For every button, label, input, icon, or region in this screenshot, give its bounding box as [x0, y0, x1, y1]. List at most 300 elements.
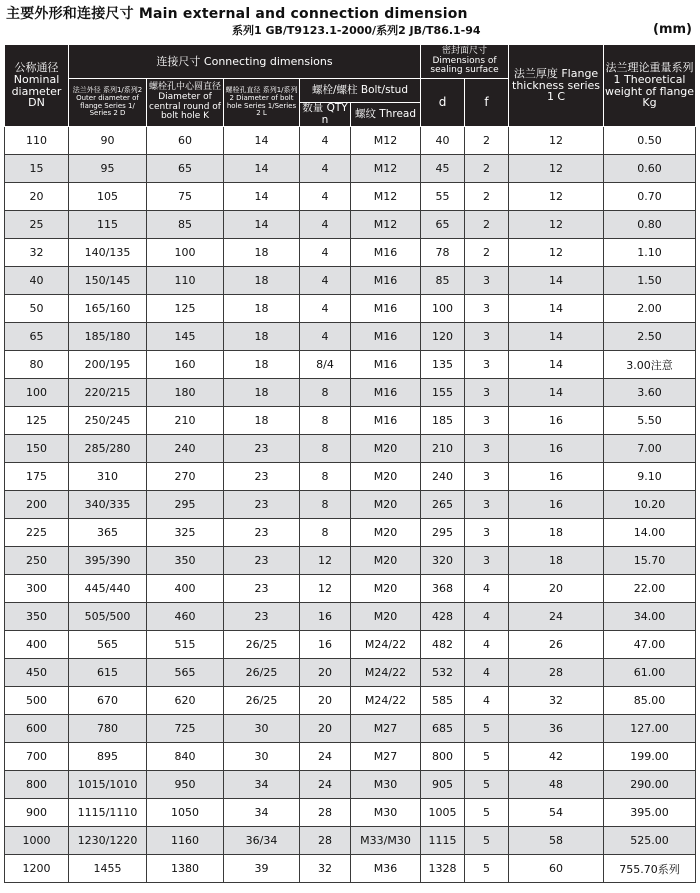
cell-bolt-hole: 23 [224, 491, 300, 519]
cell-thread: M20 [351, 547, 421, 575]
cell-qty: 8 [300, 435, 351, 463]
cell-d: 685 [421, 715, 465, 743]
cell-bolt-hole: 30 [224, 743, 300, 771]
table-row [5, 631, 696, 659]
cell-bolt-circle: 400 [147, 575, 224, 603]
table-row [5, 743, 696, 771]
header-bolt-stud: 螺栓/螺柱 Bolt/stud [300, 79, 421, 103]
cell-dn: 450 [5, 659, 69, 687]
cell-qty: 8 [300, 379, 351, 407]
cell-bolt-circle: 100 [147, 239, 224, 267]
cell-thickness: 12 [509, 183, 604, 211]
cell-thread: M30 [351, 799, 421, 827]
cell-outer-diameter: 895 [69, 743, 147, 771]
cell-thickness: 12 [509, 127, 604, 155]
cell-bolt-hole: 23 [224, 547, 300, 575]
cell-outer-diameter: 220/215 [69, 379, 147, 407]
cell-bolt-circle: 515 [147, 631, 224, 659]
cell-thread: M27 [351, 715, 421, 743]
cell-qty: 8/4 [300, 351, 351, 379]
cell-dn: 150 [5, 435, 69, 463]
cell-thickness: 14 [509, 323, 604, 351]
cell-qty: 4 [300, 267, 351, 295]
cell-dn: 350 [5, 603, 69, 631]
cell-thickness: 60 [509, 855, 604, 883]
cell-outer-diameter: 105 [69, 183, 147, 211]
cell-bolt-circle: 160 [147, 351, 224, 379]
cell-thread: M20 [351, 463, 421, 491]
cell-weight: 395.00 [604, 799, 696, 827]
cell-bolt-hole: 23 [224, 435, 300, 463]
cell-bolt-circle: 325 [147, 519, 224, 547]
cell-bolt-hole: 14 [224, 155, 300, 183]
cell-bolt-hole: 36/34 [224, 827, 300, 855]
cell-outer-diameter: 445/440 [69, 575, 147, 603]
cell-bolt-circle: 60 [147, 127, 224, 155]
cell-outer-diameter: 565 [69, 631, 147, 659]
table-row [5, 351, 696, 379]
cell-thread: M16 [351, 407, 421, 435]
header-weight: 法兰理论重量系列1 Theoretical weight of flange Kg [604, 45, 696, 127]
cell-bolt-circle: 295 [147, 491, 224, 519]
cell-outer-diameter: 340/335 [69, 491, 147, 519]
cell-thickness: 14 [509, 295, 604, 323]
cell-f: 2 [465, 155, 509, 183]
cell-thread: M24/22 [351, 687, 421, 715]
cell-bolt-hole: 18 [224, 295, 300, 323]
cell-dn: 500 [5, 687, 69, 715]
cell-d: 65 [421, 211, 465, 239]
cell-thread: M20 [351, 603, 421, 631]
cell-weight: 61.00 [604, 659, 696, 687]
cell-bolt-hole: 23 [224, 519, 300, 547]
cell-thickness: 12 [509, 155, 604, 183]
cell-thread: M16 [351, 239, 421, 267]
cell-qty: 24 [300, 771, 351, 799]
cell-f: 5 [465, 855, 509, 883]
cell-dn: 110 [5, 127, 69, 155]
cell-f: 3 [465, 407, 509, 435]
cell-bolt-hole: 34 [224, 799, 300, 827]
cell-d: 482 [421, 631, 465, 659]
cell-f: 3 [465, 323, 509, 351]
cell-weight: 0.60 [604, 155, 696, 183]
cell-qty: 20 [300, 659, 351, 687]
cell-f: 2 [465, 127, 509, 155]
cell-weight: 3.60 [604, 379, 696, 407]
cell-weight: 5.50 [604, 407, 696, 435]
cell-f: 3 [465, 547, 509, 575]
cell-thread: M20 [351, 491, 421, 519]
table-body [5, 127, 696, 883]
cell-dn: 65 [5, 323, 69, 351]
cell-qty: 4 [300, 183, 351, 211]
table-row [5, 771, 696, 799]
cell-dn: 700 [5, 743, 69, 771]
cell-outer-diameter: 670 [69, 687, 147, 715]
cell-dn: 800 [5, 771, 69, 799]
header-bolt-circle: 螺栓孔中心圆直径 Diameter of central round of bolt hole K [147, 79, 224, 127]
cell-outer-diameter: 1230/1220 [69, 827, 147, 855]
cell-outer-diameter: 395/390 [69, 547, 147, 575]
cell-dn: 32 [5, 239, 69, 267]
header-thread: 螺纹 Thread [351, 103, 421, 127]
cell-dn: 400 [5, 631, 69, 659]
table-row [5, 407, 696, 435]
cell-d: 905 [421, 771, 465, 799]
cell-thickness: 28 [509, 659, 604, 687]
cell-f: 2 [465, 183, 509, 211]
table-row [5, 855, 696, 883]
cell-bolt-hole: 26/25 [224, 687, 300, 715]
cell-d: 585 [421, 687, 465, 715]
cell-thickness: 16 [509, 463, 604, 491]
cell-thread: M20 [351, 575, 421, 603]
cell-bolt-hole: 18 [224, 267, 300, 295]
cell-d: 320 [421, 547, 465, 575]
cell-bolt-circle: 145 [147, 323, 224, 351]
header-connecting: 连接尺寸 Connecting dimensions [69, 45, 421, 79]
cell-qty: 20 [300, 687, 351, 715]
cell-f: 3 [465, 267, 509, 295]
table-row [5, 267, 696, 295]
cell-qty: 28 [300, 799, 351, 827]
cell-weight: 7.00 [604, 435, 696, 463]
cell-outer-diameter: 285/280 [69, 435, 147, 463]
cell-f: 4 [465, 603, 509, 631]
table-row [5, 463, 696, 491]
cell-thread: M16 [351, 295, 421, 323]
cell-bolt-hole: 14 [224, 127, 300, 155]
cell-outer-diameter: 780 [69, 715, 147, 743]
cell-thread: M24/22 [351, 659, 421, 687]
cell-bolt-circle: 1380 [147, 855, 224, 883]
cell-bolt-hole: 23 [224, 603, 300, 631]
cell-bolt-hole: 39 [224, 855, 300, 883]
cell-qty: 4 [300, 323, 351, 351]
cell-qty: 12 [300, 547, 351, 575]
cell-outer-diameter: 1015/1010 [69, 771, 147, 799]
cell-outer-diameter: 140/135 [69, 239, 147, 267]
cell-weight: 15.70 [604, 547, 696, 575]
cell-qty: 28 [300, 827, 351, 855]
cell-thickness: 16 [509, 435, 604, 463]
cell-d: 265 [421, 491, 465, 519]
cell-thread: M27 [351, 743, 421, 771]
cell-f: 5 [465, 799, 509, 827]
cell-qty: 8 [300, 491, 351, 519]
cell-d: 295 [421, 519, 465, 547]
header-thickness: 法兰厚度 Flange thickness series 1 C [509, 45, 604, 127]
cell-thickness: 36 [509, 715, 604, 743]
cell-thickness: 20 [509, 575, 604, 603]
cell-qty: 4 [300, 127, 351, 155]
cell-thickness: 12 [509, 211, 604, 239]
cell-weight: 199.00 [604, 743, 696, 771]
cell-thickness: 18 [509, 547, 604, 575]
cell-thread: M24/22 [351, 631, 421, 659]
cell-thickness: 16 [509, 407, 604, 435]
table-row [5, 547, 696, 575]
table-row [5, 183, 696, 211]
cell-bolt-hole: 26/25 [224, 659, 300, 687]
cell-f: 3 [465, 351, 509, 379]
cell-thread: M30 [351, 771, 421, 799]
cell-d: 78 [421, 239, 465, 267]
header-bolt-hole: 螺栓孔直径 系列1/系列2 Diameter of bolt hole Series 1/Series 2 L [224, 79, 300, 127]
cell-outer-diameter: 165/160 [69, 295, 147, 323]
cell-f: 4 [465, 575, 509, 603]
cell-d: 240 [421, 463, 465, 491]
cell-dn: 100 [5, 379, 69, 407]
cell-bolt-circle: 240 [147, 435, 224, 463]
cell-weight: 0.70 [604, 183, 696, 211]
cell-outer-diameter: 310 [69, 463, 147, 491]
cell-bolt-circle: 620 [147, 687, 224, 715]
cell-bolt-hole: 18 [224, 351, 300, 379]
cell-f: 4 [465, 687, 509, 715]
cell-f: 2 [465, 239, 509, 267]
dimension-table [4, 44, 696, 883]
cell-thickness: 14 [509, 267, 604, 295]
cell-bolt-hole: 23 [224, 463, 300, 491]
cell-d: 120 [421, 323, 465, 351]
cell-qty: 8 [300, 463, 351, 491]
cell-weight: 14.00 [604, 519, 696, 547]
cell-d: 368 [421, 575, 465, 603]
cell-dn: 200 [5, 491, 69, 519]
cell-dn: 900 [5, 799, 69, 827]
cell-outer-diameter: 185/180 [69, 323, 147, 351]
cell-thread: M16 [351, 323, 421, 351]
cell-weight: 0.80 [604, 211, 696, 239]
cell-bolt-circle: 85 [147, 211, 224, 239]
cell-bolt-hole: 14 [224, 183, 300, 211]
cell-outer-diameter: 200/195 [69, 351, 147, 379]
cell-dn: 225 [5, 519, 69, 547]
cell-dn: 1200 [5, 855, 69, 883]
cell-dn: 125 [5, 407, 69, 435]
cell-thickness: 24 [509, 603, 604, 631]
cell-weight: 22.00 [604, 575, 696, 603]
cell-qty: 4 [300, 155, 351, 183]
cell-thread: M16 [351, 379, 421, 407]
cell-f: 5 [465, 771, 509, 799]
cell-qty: 32 [300, 855, 351, 883]
cell-dn: 40 [5, 267, 69, 295]
table-row [5, 491, 696, 519]
cell-bolt-hole: 18 [224, 239, 300, 267]
cell-weight: 85.00 [604, 687, 696, 715]
cell-dn: 80 [5, 351, 69, 379]
cell-thickness: 58 [509, 827, 604, 855]
cell-bolt-circle: 1050 [147, 799, 224, 827]
cell-weight: 1.50 [604, 267, 696, 295]
header-d: d [421, 79, 465, 127]
cell-bolt-hole: 34 [224, 771, 300, 799]
cell-dn: 50 [5, 295, 69, 323]
cell-thickness: 14 [509, 379, 604, 407]
cell-d: 428 [421, 603, 465, 631]
cell-thread: M20 [351, 519, 421, 547]
cell-f: 3 [465, 463, 509, 491]
cell-weight: 10.20 [604, 491, 696, 519]
cell-bolt-circle: 125 [147, 295, 224, 323]
cell-bolt-circle: 65 [147, 155, 224, 183]
cell-outer-diameter: 250/245 [69, 407, 147, 435]
cell-weight: 127.00 [604, 715, 696, 743]
cell-bolt-circle: 270 [147, 463, 224, 491]
cell-qty: 20 [300, 715, 351, 743]
cell-thickness: 42 [509, 743, 604, 771]
cell-d: 155 [421, 379, 465, 407]
table-row [5, 435, 696, 463]
table-row [5, 127, 696, 155]
cell-d: 45 [421, 155, 465, 183]
cell-bolt-hole: 18 [224, 323, 300, 351]
cell-thickness: 32 [509, 687, 604, 715]
cell-d: 532 [421, 659, 465, 687]
cell-outer-diameter: 1115/1110 [69, 799, 147, 827]
cell-f: 4 [465, 659, 509, 687]
cell-bolt-circle: 1160 [147, 827, 224, 855]
cell-qty: 16 [300, 631, 351, 659]
cell-weight: 2.50 [604, 323, 696, 351]
cell-dn: 250 [5, 547, 69, 575]
cell-dn: 600 [5, 715, 69, 743]
table-row [5, 379, 696, 407]
cell-f: 4 [465, 631, 509, 659]
table-row [5, 575, 696, 603]
cell-bolt-hole: 30 [224, 715, 300, 743]
cell-bolt-circle: 180 [147, 379, 224, 407]
cell-bolt-circle: 75 [147, 183, 224, 211]
table-row [5, 155, 696, 183]
cell-thread: M16 [351, 351, 421, 379]
cell-qty: 4 [300, 295, 351, 323]
cell-outer-diameter: 95 [69, 155, 147, 183]
cell-qty: 8 [300, 407, 351, 435]
table-row [5, 519, 696, 547]
cell-qty: 12 [300, 575, 351, 603]
header-sealing: 密封面尺寸 Dimensions of sealing surface [421, 45, 509, 79]
cell-qty: 4 [300, 239, 351, 267]
cell-d: 1115 [421, 827, 465, 855]
table-row [5, 687, 696, 715]
cell-thread: M12 [351, 127, 421, 155]
cell-thread: M36 [351, 855, 421, 883]
page-title: 主要外形和连接尺寸 Main external and connection dimension [6, 6, 468, 22]
cell-qty: 8 [300, 519, 351, 547]
cell-d: 185 [421, 407, 465, 435]
table-row [5, 323, 696, 351]
cell-thickness: 12 [509, 239, 604, 267]
cell-bolt-circle: 565 [147, 659, 224, 687]
header-f: f [465, 79, 509, 127]
cell-thread: M20 [351, 435, 421, 463]
cell-weight: 755.70系列 [604, 855, 696, 883]
cell-outer-diameter: 365 [69, 519, 147, 547]
cell-d: 1328 [421, 855, 465, 883]
table-row [5, 295, 696, 323]
cell-thread: M33/M30 [351, 827, 421, 855]
cell-bolt-circle: 950 [147, 771, 224, 799]
cell-thickness: 54 [509, 799, 604, 827]
table-row [5, 715, 696, 743]
cell-thread: M12 [351, 211, 421, 239]
cell-weight: 9.10 [604, 463, 696, 491]
cell-thickness: 16 [509, 491, 604, 519]
cell-weight: 0.50 [604, 127, 696, 155]
cell-thickness: 48 [509, 771, 604, 799]
cell-thickness: 14 [509, 351, 604, 379]
cell-f: 5 [465, 715, 509, 743]
cell-weight: 3.00注意 [604, 351, 696, 379]
header-dn: 公称通径 Nominal diameter DN [5, 45, 69, 127]
cell-f: 3 [465, 295, 509, 323]
cell-outer-diameter: 1455 [69, 855, 147, 883]
cell-weight: 1.10 [604, 239, 696, 267]
cell-d: 800 [421, 743, 465, 771]
cell-d: 40 [421, 127, 465, 155]
cell-bolt-hole: 18 [224, 407, 300, 435]
cell-d: 210 [421, 435, 465, 463]
cell-weight: 2.00 [604, 295, 696, 323]
cell-f: 3 [465, 491, 509, 519]
cell-f: 3 [465, 519, 509, 547]
cell-d: 135 [421, 351, 465, 379]
cell-bolt-circle: 725 [147, 715, 224, 743]
cell-dn: 25 [5, 211, 69, 239]
table-row [5, 799, 696, 827]
cell-bolt-circle: 210 [147, 407, 224, 435]
header-outer-diameter: 法兰外径 系列1/系列2 Outer diameter of flange Series 1/ Series 2 D [69, 79, 147, 127]
cell-outer-diameter: 150/145 [69, 267, 147, 295]
cell-outer-diameter: 505/500 [69, 603, 147, 631]
header-qty: 数量 QTY n [300, 103, 351, 127]
cell-d: 55 [421, 183, 465, 211]
cell-bolt-circle: 350 [147, 547, 224, 575]
cell-d: 85 [421, 267, 465, 295]
cell-dn: 1000 [5, 827, 69, 855]
cell-weight: 47.00 [604, 631, 696, 659]
cell-qty: 16 [300, 603, 351, 631]
table-row [5, 603, 696, 631]
cell-d: 100 [421, 295, 465, 323]
cell-thickness: 18 [509, 519, 604, 547]
cell-thickness: 26 [509, 631, 604, 659]
cell-f: 5 [465, 827, 509, 855]
table-row [5, 659, 696, 687]
cell-thread: M12 [351, 155, 421, 183]
cell-dn: 300 [5, 575, 69, 603]
standards-subtitle: 系列1 GB/T9123.1-2000/系列2 JB/T86.1-94 [232, 24, 481, 37]
cell-qty: 4 [300, 211, 351, 239]
cell-outer-diameter: 115 [69, 211, 147, 239]
cell-bolt-circle: 840 [147, 743, 224, 771]
table-row [5, 827, 696, 855]
table-row [5, 211, 696, 239]
cell-bolt-hole: 26/25 [224, 631, 300, 659]
unit-label: (mm) [653, 22, 692, 37]
cell-thread: M12 [351, 183, 421, 211]
cell-f: 3 [465, 435, 509, 463]
cell-dn: 15 [5, 155, 69, 183]
cell-f: 3 [465, 379, 509, 407]
cell-bolt-hole: 14 [224, 211, 300, 239]
cell-bolt-circle: 460 [147, 603, 224, 631]
cell-bolt-circle: 110 [147, 267, 224, 295]
